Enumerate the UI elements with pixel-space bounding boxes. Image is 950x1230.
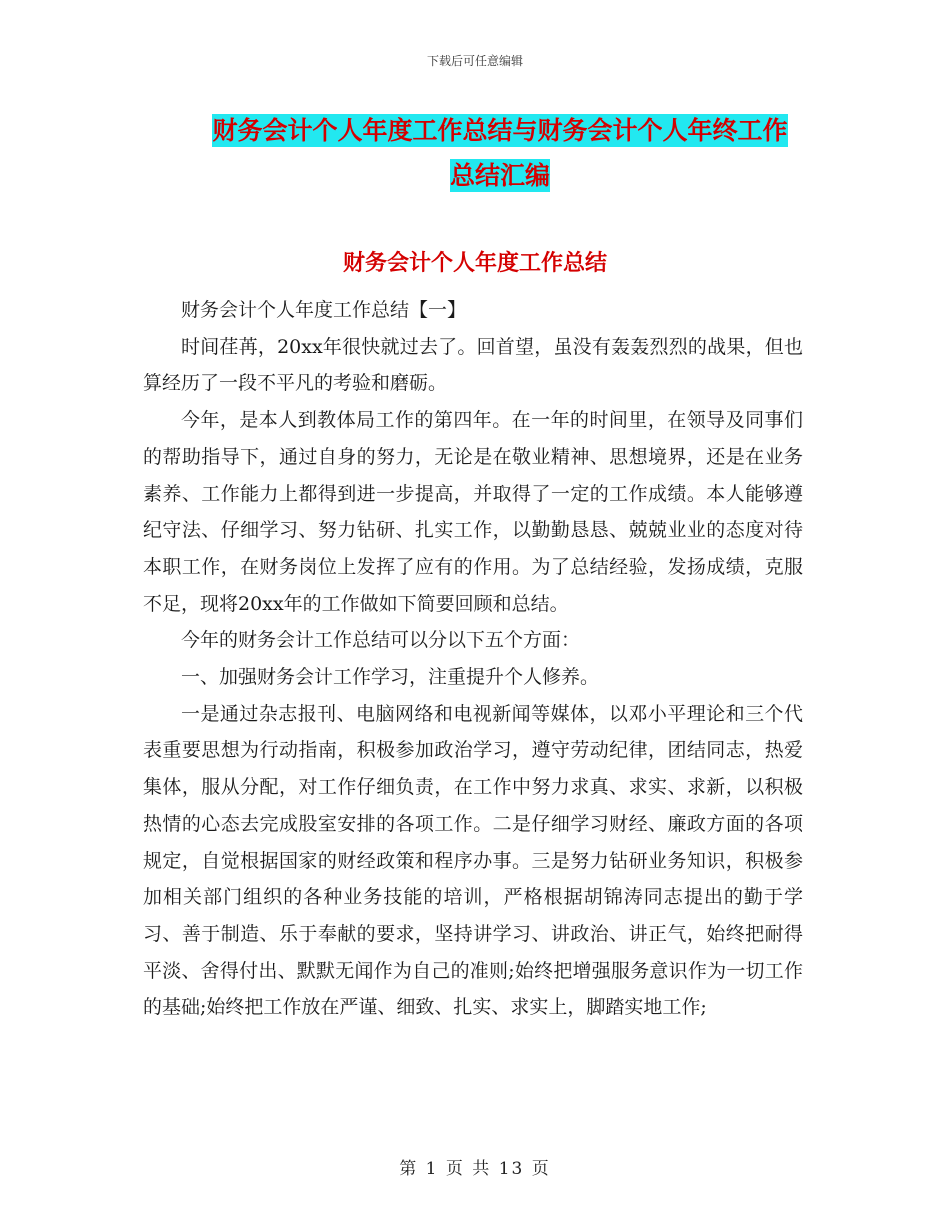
document-title: [150, 108, 850, 198]
page-footer: 第 1 页 共 13 页: [399, 1159, 551, 1179]
document-title-line-1: 财务会计个人年度工作总结与财务会计个人年终工作: [212, 116, 788, 145]
body-text: [143, 292, 803, 1026]
paragraph: 一、加强财务会计工作学习，注重提升个人修养。: [181, 666, 600, 689]
paragraph: 时间荏苒，20xx年很快就过去了。回首望，虽没有轰轰烈烈的战果，但也算经历了一段不平凡的考验和磨砺。: [143, 335, 803, 395]
paragraph: 财务会计个人年度工作总结【一】: [181, 299, 467, 321]
document-title-line-2: 总结汇编: [449, 161, 550, 190]
section-title: 财务会计个人年度工作总结: [342, 251, 607, 276]
paragraph: 今年，是本人到教体局工作的第四年。在一年的时间里，在领导及同事们的帮助指导下，通过自身的努力，无论是在敬业精神、思想境界，还是在业务素养、工作能力上都得到进一步提高，并取得了一定的工作成绩。本人能够遵纪守法、仔细学习、努力钻研、扎实工作，以勤勤恳恳、兢兢业业的态度对待本职工作，在财务岗位上发挥了应有的作用。为了总结经验，发扬成绩，克服不足，现将20xx年的工作做如下简要回顾和总结。: [143, 409, 803, 615]
header-note: 下载后可任意编辑: [426, 54, 523, 68]
paragraph: 今年的财务会计工作总结可以分以下五个方面：: [181, 629, 581, 652]
paragraph: 一是通过杂志报刊、电脑网络和电视新闻等媒体，以邓小平理论和三个代表重要思想为行动指南，积极参加政治学习，遵守劳动纪律，团结同志，热爱集体，服从分配，对工作仔细负责，在工作中努力求真、求实、求新，以积极热情的心态去完成股室安排的各项工作。二是仔细学习财经、廉政方面的各项规定，自觉根据国家的财经政策和程序办事。三是努力钻研业务知识，积极参加相关部门组织的各种业务技能的培训，严格根据胡锦涛同志提出的勤于学习、善于制造、乐于奉献的要求，坚持讲学习、讲政治、讲正气，始终把耐得平淡、舍得付出、默默无闻作为自己的准则;始终把增强服务意识作为一切工作的基础;始终把工作放在严谨、细致、扎实、求实上，脚踏实地工作;: [143, 702, 803, 1019]
